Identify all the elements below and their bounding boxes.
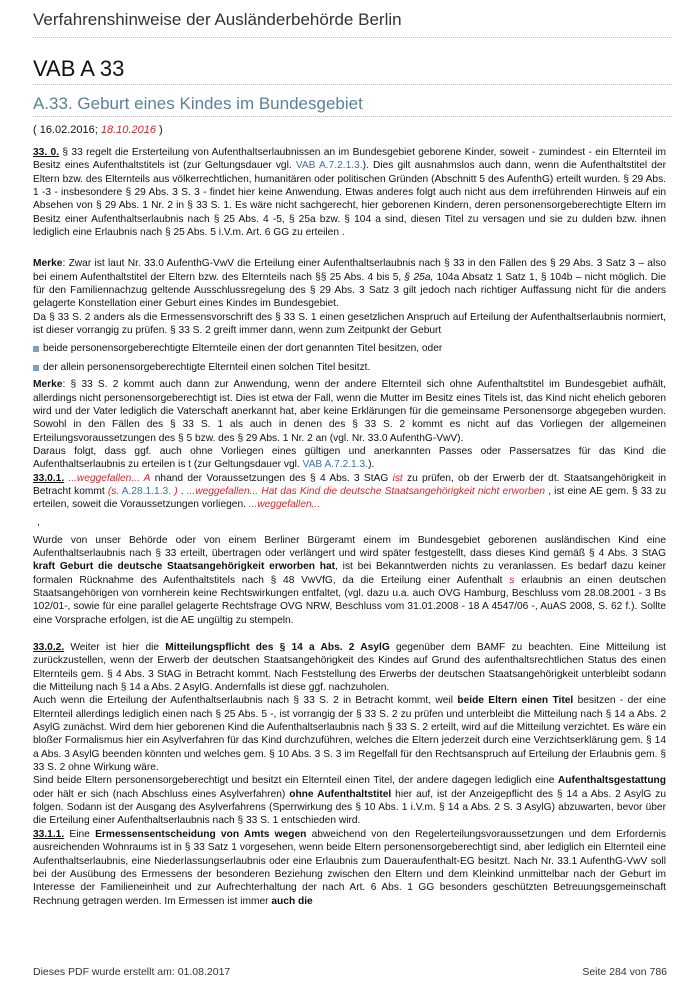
paragraph-birth-citizenship: Wurde von unser Behörde oder von einem Berliner Bürgeramt einem im Bundesgebiet geborenen ausländischen Kind eine Aufenthaltserlaubnis nach § 33 erteilt, übertragen oder verlängert und wird später festgestellt, dass dieses Kind gemäß § 4 Abs. 3 StAG kraft Geburt die deutsche Staatsangehörigkeit erworben hat, ist bei Bekanntwerden nichts zu veranlassen. Es bedarf dazu keiner formalen Rücknahme des Aufenthaltstitels nach § 48 VwVfG, da die Erteilung einer Aufenthalt s erlaubnis an einen deutschen Staatsangehörigen von vornherein keine Rechtswirkungen entfaltet, (vgl. dazu u.a. auch OVG Hamburg, Beschluss vom 28.08.2001 - 3 Bs 102/01-, sowie für eine parallel gelagerte Rechtsfrage OVG NRW, Beschluss vom 31.01.2008 - 18 A 4547/06 -, AuAS 2008, S. 62 f.). Sollte eine Vorsprache erfolgen, ist die AE ungültig zu stempeln.	[33, 534, 666, 626]
paragraph-number: 33.0.2.	[33, 642, 65, 653]
paragraph-number: 33.1.1.	[33, 828, 65, 840]
paragraph-33-s2: Da § 33 S. 2 anders als die Ermessensvorschrift des § 33 S. 1 einen gesetzlichen Anspruch auf Erteilung der Aufenthaltserlaubnis normiert, ist dieser vorrangig zu prüfen. § 33 S. 2 greift immer dann, wenn zum Zeitpunkt der Geburt	[33, 311, 666, 337]
document-id: VAB A 33	[33, 56, 125, 81]
paragraph-33-0: 33. 0. § 33 regelt die Ersterteilung von Aufenthaltserlaubnissen an im Bundesgebiet geborene Kinder, soweit - zumindest - ein Elternteil im Besitz eines Aufenthaltstitels ist (zur Geltungsdauer vgl. VAB A.7.2.1.3.). Dies gilt ausnahmslos auch dann, wenn die Aufenthaltstitel der Eltern bzw. des Elternteils aus völkerrechtlichen, humanitären oder politischen Gründen (Abschnitt 5 des AufenthG) erteilt wurden. § 29 Abs. 1 -3 - insbesondere § 29 Abs. 3 S. 3 - findet hier keine Anwendung. Etwas anderes folgt auch nicht aus dem irreführenden Hinweis auf ein Absehen von § 29 Abs. 1 Nr. 2 in § 33 S. 1. Es wäre nicht sachgerecht, hier geborenen Kindern, deren personensorgeberechtigte Eltern im Besitz einer Aufenthaltserlaubnis nach § 25 Abs. 4 -5, § 25a bzw. § 104 a sind, diesen Titel zu versagen und sie zu dulden bzw. ihnen lediglich eine Erlaubnis nach § 25 Abs. 5 i.V.m. Art. 6 GG zu erteilen .	[33, 147, 666, 239]
bullet-icon	[33, 365, 39, 371]
note-paragraph: Merke: Zwar ist laut Nr. 33.0 AufenthG-VwV die Erteilung einer Aufenthaltserlaubnis nach § 33 in den Fällen des § 29 Abs. 3 Satz 3 – also bei einem Aufenthaltstitel der Eltern bzw. des Elternteils nach §§ 25 Abs. 4 bis 5, § 25a, 104a Absatz 1 Satz 1, § 104b – nicht möglich. Die für den Familiennachzug geltende Ausschlussregelung des § 29 Abs. 3 Satz 3 gilt jedoch nach richtiger Auffassung nicht für die anders gelagerte Konstellation einer Geburt eines Kindes im Bundesgebiet.	[33, 258, 666, 310]
changed-date: 18.10.2016	[100, 124, 156, 136]
list-item: beide personensorgeberechtigte Elternteile einen der dort genannten Titel besitzen, oder	[33, 342, 666, 355]
version-dates: ( 16.02.2016; 18.10.2016 )	[33, 124, 163, 136]
bullet-icon	[33, 346, 39, 352]
footer-created-date: Dieses PDF wurde erstellt am: 01.08.2017	[33, 966, 231, 978]
section-divider	[33, 116, 672, 117]
header-divider	[33, 37, 672, 38]
paragraph-33-1-1: 33.1.1. Eine Ermessensentscheidung von Amts wegen abweichend von den Regelerteilungsvoraussetzungen und dem Erfordernis ausreichenden Wohnraums ist in § 33 Satz 1 vorgesehen, wenn beide Eltern personensorgeberechtigt sind, aber lediglich ein Elternteil eine Aufenthaltserlaubnis, eine Niederlassungserlaubnis oder eine Erlaubnis zum Daueraufenthalt-EG besitzt. Nach Nr. 33.1 AufenthG-VwV soll bei der Ausübung des Ermessens der besonderen Beziehung zwischen den Eltern und dem Kleinkind unmittelbar nach der Geburt im Interesse der Familieneinheit und zur Aufrechterhaltung der nach Art. 6 Abs. 1 GG besonders geschützten Betreuungsgemeinschaft Rechnung getragen werden. Im Ermessen ist immer auch die	[33, 828, 666, 907]
paragraph-number: 33.0.1.	[33, 472, 65, 484]
paragraph-number: 33. 0.	[33, 147, 60, 158]
list-item: der allein personensorgeberechtigte Elternteil einen solchen Titel besitzt.	[33, 361, 666, 374]
site-title: Verfahrenshinweise der Ausländerbehörde Berlin	[33, 10, 402, 29]
paragraph-both-parents-titles: Auch wenn die Erteilung der Aufenthaltserlaubnis nach § 33 S. 2 in Betracht kommt, weil beide Eltern einen Titel besitzen - der eine Elternteil allerdings lediglich einen nach § 25 Abs. 5 -, ist vorrangig der § 33 S. 2 zu prüfen und unterbleibt die Mitteilung nach § 14 a Abs. 2 AsylG zunächst. Wird dem hier geborenen Kind die Aufenthaltserlaubnis nach § 33 S. 2 erteilt, wird auf die Mitteilung verzichtet. Es wäre ein bloßer Formalismus hier ein Asylverfahren für das Kind durchzuführen, welches die Eltern jederzeit durch eine Verzichtserklärung gem. § 14 a Abs. 3 AsylG beenden könnten und welches gem. § 10 Abs. 3 S. 3 im Regelfall für den Rechtsanspruch auf Erteilung der Erlaubnis gem. § 33 S. 2 ohne Wirkung wäre.	[33, 695, 666, 774]
section-title: A.33. Geburt eines Kindes im Bundesgebiet	[33, 94, 363, 113]
cross-reference-link[interactable]: VAB A.7.2.1.3.	[295, 160, 363, 172]
stray-comma: ,	[37, 516, 40, 528]
paragraph-33-0-2: 33.0.2. Weiter ist hier die Mitteilungspflicht des § 14 a Abs. 2 AsylG gegenüber dem BAMF zu beachten. Eine Mitteilung ist zurückzustellen, wenn der Erwerb der deutschen Staatsangehörigkeit des Kindes auf Grund des aufenthaltsrechtlichen Status des einen Elternteils gem. § 4 Abs. 3 StAG in Betracht kommt. Nach Feststellung des Erwerbs der deutschen Staatsangehörigkeit unterbleibt sodann die Mitteilung nach § 14 a Abs. 2 AsylG. Andernfalls ist diese ggf. nachzuholen.	[33, 642, 667, 694]
document-body	[33, 146, 666, 908]
paragraph-33-0-1: 33.0.1. ...weggefallen... A nhand der Voraussetzungen des § 4 Abs. 3 StAG ist zu prüfen, ob der Erwerb der dt. Staatsangehörigkeit in Betracht kommt (s. A.28.1.1.3. ) . ...weggefallen... Hat das Kind die deutsche Staatsangehörigkeit nicht erworben , ist eine AE gem. § 33 zu erteilen, soweit die Voraussetzungen vorliegen. ...weggefallen...	[33, 472, 667, 511]
cross-reference-link[interactable]: VAB A.7.2.1.3.	[302, 459, 369, 471]
cross-reference-link[interactable]: A.28.1.1.3.	[119, 485, 172, 497]
passport-paragraph: Daraus folgt, dass ggf. auch ohne Vorliegen eines gültigen und anerkannten Passes oder Passersatzes für das Kind die Aufenthaltserlaubnis zu erteilen is t (zur Geltungsdauer vgl. VAB A.7.2.1.3.).	[33, 445, 666, 471]
footer-page-number: Seite 284 von 786	[582, 966, 667, 978]
title-divider	[33, 84, 672, 85]
note-paragraph: Merke: § 33 S. 2 kommt auch dann zur Anwendung, wenn der andere Elternteil sich ohne Aufenthaltstitel im Bundesgebiet aufhält, allerdings nicht personensorgeberechtigt ist. Dies ist etwa der Fall, wenn die Mutter im Besitz eines Titels ist, das Kind nicht ehelich geboren wird und der Vater lediglich die Vaterschaft anerkannt hat, aber keine Erklärungen für die gemeinsame Personensorge abgegeben wurden. Sowohl in den Fällen des § 33 S. 1 als auch in denen des § 33 S. 2 kommt es nicht auf das Vorliegen der allgemeinen Erteilungsvoraussetzungen des § 5 bzw. des § 29 Abs. 1 Nr. 2 an (vgl. Nr. 33.0 AufenthG-VwV).	[33, 379, 666, 444]
paragraph-asylum-procedure: Sind beide Eltern personensorgeberechtigt und besitzt ein Elternteil einen Titel, der andere dagegen lediglich eine Aufenthaltsgestattung oder hält er sich (nach Abschluss eines Asylverfahren) ohne Aufenthaltstitel hier auf, ist der Anzeigepflicht des § 14 a Abs. 2 AsylG zu folgen. Sodann ist der Ausgang des Asylverfahrens (Sperrwirkung des § 10 Abs. 1 i.V.m. § 14 a Abs. 2 S. 3 AsylG) abzuwarten, bevor über die Erteilung einer Aufenthaltserlaubnis nach § 33 S. 1 entschieden wird.	[33, 775, 666, 827]
